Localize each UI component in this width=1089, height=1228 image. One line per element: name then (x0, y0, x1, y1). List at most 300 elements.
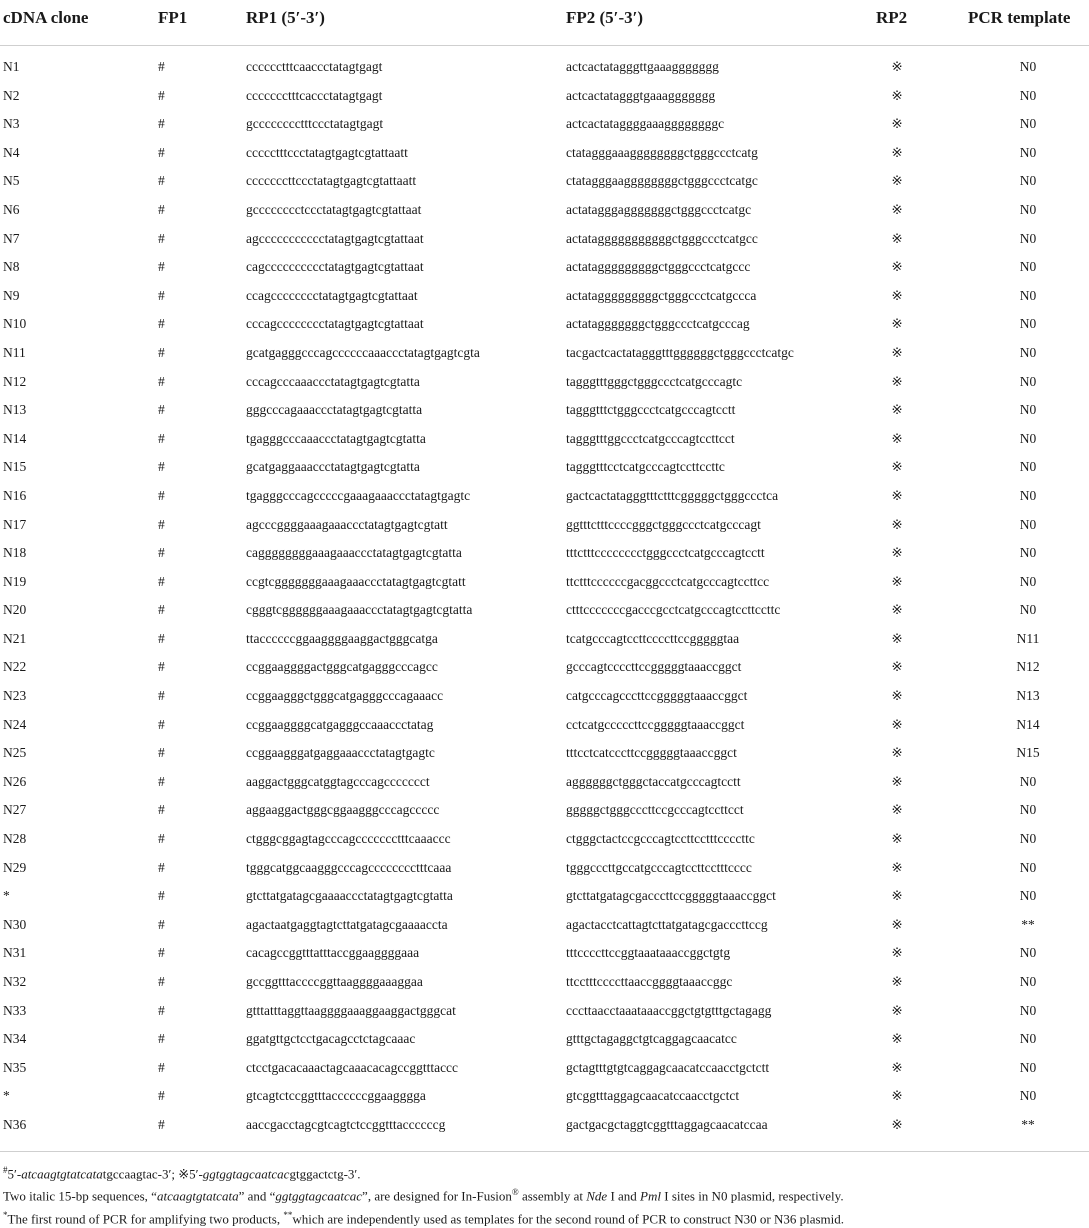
rp1-sequence-cell: caggggggggaaagaaaccctatagtgagtcgtatta (246, 545, 462, 561)
table-row (0, 455, 1089, 484)
rp1-sequence-cell: cccccctttcaaccctatagtgagt (246, 59, 383, 74)
fp2-sequence-cell: actcactataggggaaaggggggggc (566, 116, 725, 132)
fp2-sequence-cell: aggggggctgggctaccatgcccagtcctt (566, 773, 741, 789)
rp2-cell: ※ (891, 745, 903, 761)
pcr-template-cell: N0 (1019, 373, 1037, 389)
enzyme-pml: Pml (640, 1188, 661, 1204)
table-row (0, 284, 1089, 313)
table-row (0, 1056, 1089, 1085)
pcr-template-cell: N0 (1019, 974, 1037, 989)
rp2-cell: ※ (891, 888, 903, 904)
table-row (0, 370, 1089, 399)
registered-mark: ® (511, 1187, 519, 1198)
fp1-cell: # (158, 1116, 165, 1132)
header-fp2: FP2 (5′-3′) (566, 8, 644, 27)
fp1-cell: # (158, 716, 165, 732)
fp2-sequence-cell: ctatagggaaaggggggggctgggccctcatg (566, 144, 758, 160)
cdna-clone-cell: N2 (3, 87, 20, 103)
fp2-sequence-cell: tttctttcccccccctgggccctcatgcccagtcctt (566, 545, 765, 561)
fp2-sequence-cell: agactacctcattagtcttatgatagcgacccttccg (566, 916, 768, 932)
note-text: I and (607, 1188, 641, 1204)
note-text: assembly at (518, 1188, 587, 1204)
fp2-sequence-cell: actatagggggggggctgggccctcatgccc (566, 259, 751, 275)
footnote-infusion (3, 1183, 1083, 1205)
fp2-sequence-cell: tcatgcccagtccttccccttccgggggtaa (566, 630, 740, 646)
pcr-template-cell: N0 (1019, 773, 1037, 789)
rp2-cell: ※ (891, 173, 903, 189)
rp2-cell: ※ (891, 573, 903, 589)
cdna-clone-cell: N10 (3, 316, 27, 332)
pcr-template-cell: N0 (1019, 1088, 1037, 1104)
cdna-clone-cell: N5 (3, 173, 20, 189)
hash-mark: # (3, 1165, 8, 1175)
fp2-sequence-cell: gactcactatagggtttctttcgggggctgggccctca (566, 487, 779, 503)
pcr-template-cell: N0 (1019, 516, 1037, 532)
fp1-cell: # (158, 487, 165, 503)
table-header (0, 0, 1089, 46)
note-text: I sites in N0 plasmid, respectively. (661, 1188, 844, 1204)
cdna-clone-cell: N29 (3, 859, 27, 875)
fp2-sequence-cell: tagggtttctgggccctcatgcccagtcctt (566, 402, 736, 418)
rp2-suffix: gtggactctg-3′ (289, 1166, 358, 1182)
fp2-sequence-cell: tttccccttccggtaaataaaccggctgtg (566, 945, 731, 961)
rp2-cell: ※ (891, 230, 903, 246)
fp2-sequence-cell: gcccagtccccttccgggggtaaaccggct (566, 659, 742, 675)
rp1-sequence-cell: ccccccctttcaccctatagtgagt (246, 87, 383, 103)
table-row (0, 169, 1089, 198)
fp2-sequence-cell: gtcttatgatagcgacccttccgggggtaaaccggct (566, 888, 776, 904)
pcr-template-cell: N12 (1016, 659, 1040, 675)
table-row (0, 112, 1089, 141)
table-row (0, 627, 1089, 656)
rp1-sequence-cell: ctcctgacacaaactagcaaacacagccggtttaccc (246, 1059, 459, 1075)
pcr-template-cell: N0 (1019, 344, 1037, 360)
cdna-clone-cell: N22 (3, 659, 27, 675)
fp1-cell: # (158, 573, 165, 589)
pcr-template-cell: N0 (1019, 173, 1037, 189)
fp1-cell: # (158, 1031, 165, 1047)
pcr-template-cell: N0 (1019, 459, 1037, 475)
rp1-sequence-cell: gtttatttaggttaaggggaaaggaaggactgggcat (246, 1002, 456, 1018)
fp2-sequence-cell: gtttgctagaggctgtcaggagcaacatcc (566, 1031, 737, 1047)
rp2-cell: ※ (891, 116, 903, 132)
table-row (0, 541, 1089, 570)
rp2-cell: ※ (891, 1088, 903, 1104)
cdna-clone-cell: N19 (3, 573, 27, 589)
rp1-sequence-cell: ccggaagggatgaggaaaccctatagtgagtc (246, 745, 435, 761)
fp2-sequence-cell: tgggcccttgccatgcccagtccttcctttcccc (566, 859, 752, 875)
fp1-suffix: tgccaagtac-3′ (102, 1166, 172, 1182)
rp2-cell: ※ (891, 459, 903, 475)
rp2-cell: ※ (891, 659, 903, 675)
fp2-sequence-cell: ctttcccccccgacccgcctcatgcccagtccttccttc (566, 602, 781, 618)
rp1-sequence-cell: gggcccagaaaccctatagtgagtcgtatta (246, 402, 423, 418)
rp2-cell: ※ (891, 859, 903, 875)
cdna-clone-cell: * (3, 888, 10, 904)
fp2-sequence-cell: catgcccagcccttccgggggtaaaccggct (566, 688, 748, 704)
fp1-cell: # (158, 773, 165, 789)
rp2-cell: ※ (891, 688, 903, 704)
fp2-sequence-cell: ctgggctactccgcccagtccttcctttccccttc (566, 831, 755, 847)
pcr-template-cell: N0 (1019, 87, 1037, 103)
cdna-clone-cell: N8 (3, 259, 20, 275)
rp2-cell: ※ (891, 201, 903, 217)
table-row (0, 198, 1089, 227)
table-row (0, 941, 1089, 970)
pcr-template-cell: N0 (1019, 430, 1037, 446)
fp1-cell: # (158, 116, 165, 132)
rp2-cell: ※ (891, 630, 903, 646)
rp1-sequence-cell: agccccccccccctatagtgagtcgtattaat (246, 230, 424, 246)
table-row (0, 84, 1089, 113)
table-row (0, 884, 1089, 913)
rp1-sequence-cell: aaccgacctagcgtcagtctccggtttaccccccg (246, 1116, 446, 1132)
footnotes (3, 1161, 1083, 1228)
pcr-template-cell: N13 (1016, 688, 1040, 704)
pcr-template-cell: N11 (1016, 630, 1040, 646)
fp2-sequence-cell: cccttaacctaaataaaccggctgtgtttgctagagg (566, 1002, 772, 1018)
cdna-clone-cell: N7 (3, 230, 20, 246)
cdna-clone-cell: N1 (3, 59, 20, 74)
header-rp2: RP2 (876, 8, 908, 27)
fp1-cell: # (158, 802, 165, 818)
rp1-sequence-cell: agactaatgaggtagtcttatgatagcgaaaaccta (246, 916, 448, 932)
rp1-sequence-cell: gcccccccctttccctatagtgagt (246, 116, 384, 132)
fp2-sequence-cell: tagggtttggccctcatgcccagtccttcct (566, 430, 735, 446)
table-row (0, 798, 1089, 827)
pcr-template-cell: N0 (1019, 1059, 1037, 1075)
pcr-template-cell: N0 (1019, 945, 1037, 961)
rp1-sequence-cell: gcatgaggaaaccctatagtgagtcgtatta (246, 459, 420, 475)
cdna-clone-cell: N11 (3, 344, 26, 360)
rp1-sequence-cell: ggatgttgctcctgacagcctctagcaaac (246, 1031, 416, 1047)
rp1-sequence-cell: ccggaaggggactgggcatgagggcccagcc (246, 659, 438, 675)
pcr-template-cell: N0 (1019, 802, 1037, 818)
star-mark: * (3, 1209, 8, 1220)
table-row (0, 655, 1089, 684)
fp1-cell: # (158, 831, 165, 847)
cdna-clone-cell: N14 (3, 430, 27, 446)
cdna-clone-cell: N18 (3, 545, 27, 561)
cdna-clone-cell: N28 (3, 831, 27, 847)
fp1-cell: # (158, 630, 165, 646)
pcr-template-cell: N0 (1019, 259, 1037, 275)
fp1-cell: # (158, 144, 165, 160)
rp2-italic-seq: ggtggtagcaatcac (202, 1166, 290, 1182)
table-row (0, 513, 1089, 542)
table-row (0, 713, 1089, 742)
cdna-clone-cell: N32 (3, 974, 27, 989)
fp1-prefix: 5′- (7, 1166, 22, 1182)
pcr-template-cell: N0 (1019, 1002, 1037, 1018)
rp1-sequence-cell: gcccccccctccctatagtgagtcgtattaat (246, 201, 422, 217)
fp1-cell: # (158, 916, 165, 932)
table-row (0, 999, 1089, 1028)
table-row (0, 1084, 1089, 1113)
rp2-cell: ※ (891, 1059, 903, 1075)
fp2-sequence-cell: tacgactcactatagggtttggggggctgggccctcatgc (566, 344, 794, 360)
note-text: which are independently used as templates for the second round of PCR to construct N30 or N36 plasmid. (292, 1210, 845, 1226)
fp1-cell: # (158, 87, 165, 103)
cdna-clone-cell: N35 (3, 1059, 27, 1075)
fp1-cell: # (158, 1059, 165, 1075)
cdna-clone-cell: N16 (3, 487, 27, 503)
rp1-sequence-cell: ccggaaggggcatgagggccaaaccctatag (246, 716, 434, 732)
rp1-sequence-cell: tgagggcccagcccccgaaagaaaccctatagtgagtc (246, 487, 471, 503)
rp2-cell: ※ (891, 1031, 903, 1047)
note-text: ” and “ (238, 1188, 276, 1204)
header-pcr-template: PCR template (968, 8, 1071, 27)
cdna-clone-cell: N23 (3, 688, 27, 704)
table-row (0, 770, 1089, 799)
table-row (0, 55, 1089, 84)
table-row (0, 827, 1089, 856)
ref-mark: ※ (178, 1166, 190, 1182)
fp1-cell: # (158, 945, 165, 961)
rp2-cell: ※ (891, 945, 903, 961)
fp2-sequence-cell: ttctttccccccgacggccctcatgcccagtccttcc (566, 573, 770, 589)
rp1-sequence-cell: ctgggcggagtagcccagccccccctttcaaaccc (246, 831, 451, 847)
pcr-template-cell: N0 (1019, 287, 1037, 303)
fp1-cell: # (158, 888, 165, 904)
fp1-italic-seq: atcaagtgtatcata (21, 1166, 103, 1182)
table-row (0, 684, 1089, 713)
rp2-cell: ※ (891, 287, 903, 303)
rp1-sequence-cell: gtcagtctccggtttaccccccggaagggga (246, 1088, 426, 1104)
pcr-template-cell: N15 (1016, 745, 1040, 761)
header-cdna-clone: cDNA clone (3, 8, 89, 27)
fp2-sequence-cell: gggggctgggcccttccgcccagtccttcct (566, 802, 744, 818)
rp1-sequence-cell: gccggtttaccccggttaaggggaaaggaa (246, 974, 423, 989)
rp1-sequence-cell: cccccccttccctatagtgagtcgtattaatt (246, 173, 417, 189)
cdna-clone-cell: N21 (3, 630, 27, 646)
rp1-sequence-cell: ccagcccccccctatagtgagtcgtattaat (246, 287, 418, 303)
fp1-cell: # (158, 259, 165, 275)
rp2-cell: ※ (891, 831, 903, 847)
fp1-cell: # (158, 1088, 165, 1104)
double-star-mark: ** (283, 1209, 293, 1220)
footnote-pcr-rounds (3, 1206, 1083, 1228)
rp1-sequence-cell: ttaccccccggaaggggaaggactgggcatga (246, 630, 438, 646)
table-body (0, 55, 1089, 1142)
fp2-sequence-cell: gctagtttgtgtcaggagcaacatccaacctgctctt (566, 1059, 770, 1075)
rp2-cell: ※ (891, 430, 903, 446)
rp2-cell: ※ (891, 144, 903, 160)
fp2-sequence-cell: actatagggagggggggctgggccctcatgc (566, 201, 752, 217)
rp2-cell: ※ (891, 259, 903, 275)
rp1-sequence-cell: cccagcccccccctatagtgagtcgtattaat (246, 316, 424, 332)
fp2-sequence-cell: actatagggggggctgggccctcatgcccag (566, 316, 750, 332)
rp2-cell: ※ (891, 487, 903, 503)
rp1-sequence-cell: cagcccccccccctatagtgagtcgtattaat (246, 259, 424, 275)
rp1-sequence-cell: agcccggggaaagaaaccctatagtgagtcgtatt (246, 516, 448, 532)
fp1-cell: # (158, 516, 165, 532)
fp2-sequence-cell: cctcatgcccccttccgggggtaaaccggct (566, 716, 745, 732)
pcr-template-cell: N0 (1019, 487, 1037, 503)
rp2-cell: ※ (891, 373, 903, 389)
pcr-template-cell: N0 (1019, 602, 1037, 618)
rp1-sequence-cell: aaggactgggcatggtagcccagccccccct (246, 773, 430, 789)
fp2-sequence-cell: ctatagggaaggggggggctgggccctcatgc (566, 173, 758, 189)
fp2-sequence-cell: ttcctttccccttaaccggggtaaaccggc (566, 974, 733, 989)
note-italic-seq-1: atcaagtgtatcata (156, 1188, 239, 1204)
cdna-clone-cell: N27 (3, 802, 27, 818)
table-row (0, 598, 1089, 627)
fp1-cell: # (158, 545, 165, 561)
fp2-sequence-cell: tagggtttcctcatgcccagtccttccttc (566, 459, 725, 475)
pcr-template-cell: ** (1021, 916, 1035, 932)
pcr-template-cell: N0 (1019, 116, 1037, 132)
table-row (0, 141, 1089, 170)
fp2-sequence-cell: tttcctcatcccttccgggggtaaaccggct (566, 745, 737, 761)
fp2-sequence-cell: tagggtttgggctgggccctcatgcccagtc (566, 373, 743, 389)
rp2-cell: ※ (891, 545, 903, 561)
cdna-clone-cell: N33 (3, 1002, 27, 1018)
cdna-clone-cell: N3 (3, 116, 20, 132)
table-row (0, 970, 1089, 999)
period: . (357, 1166, 361, 1182)
cdna-clone-cell: N31 (3, 945, 27, 961)
pcr-template-cell: N0 (1019, 859, 1037, 875)
footnote-primers (3, 1161, 1083, 1183)
note-italic-seq-2: ggtggtagcaatcac (275, 1188, 363, 1204)
fp1-cell: # (158, 230, 165, 246)
note-text: ”, are designed for In-Fusion (362, 1188, 512, 1204)
cdna-clone-cell: N26 (3, 773, 27, 789)
fp1-cell: # (158, 201, 165, 217)
fp1-cell: # (158, 745, 165, 761)
rp1-sequence-cell: cacagccggtttatttaccggaaggggaaa (246, 945, 420, 961)
table-row (0, 741, 1089, 770)
table-row (0, 227, 1089, 256)
rp1-sequence-cell: gcatgagggcccagccccccaaaccctatagtgagtcgta (246, 344, 480, 360)
fp1-cell: # (158, 602, 165, 618)
cdna-clone-cell: N25 (3, 745, 27, 761)
table-row (0, 570, 1089, 599)
fp1-cell: # (158, 316, 165, 332)
rp2-cell: ※ (891, 1116, 903, 1132)
fp1-cell: # (158, 344, 165, 360)
rp2-cell: ※ (891, 1002, 903, 1018)
fp1-cell: # (158, 287, 165, 303)
cdna-clone-cell: N15 (3, 459, 27, 475)
table-row (0, 856, 1089, 885)
fp2-sequence-cell: gtcggtttaggagcaacatccaacctgctct (566, 1088, 740, 1104)
pcr-template-cell: N0 (1019, 144, 1037, 160)
rp2-cell: ※ (891, 602, 903, 618)
table-row (0, 427, 1089, 456)
fp1-cell: # (158, 859, 165, 875)
fp1-cell: # (158, 459, 165, 475)
rp1-sequence-cell: aggaaggactgggcggaagggcccagccccc (246, 802, 440, 818)
pcr-template-cell: N0 (1019, 831, 1037, 847)
table-row (0, 398, 1089, 427)
pcr-template-cell: N0 (1019, 316, 1037, 332)
table-row (0, 1027, 1089, 1056)
cdna-clone-cell: N6 (3, 201, 20, 217)
table-row (0, 1113, 1089, 1142)
fp2-sequence-cell: actatagggggggggctgggccctcatgccca (566, 287, 757, 303)
pcr-template-cell: N0 (1019, 545, 1037, 561)
cdna-clone-cell: N36 (3, 1116, 27, 1132)
rp2-cell: ※ (891, 87, 903, 103)
pcr-template-cell: N0 (1019, 402, 1037, 418)
pcr-template-cell: ** (1021, 1116, 1035, 1132)
note-text: Two italic 15-bp sequences, “ (3, 1188, 157, 1204)
fp1-cell: # (158, 59, 165, 74)
fp2-sequence-cell: gactgacgctaggtcggtttaggagcaacatccaa (566, 1116, 768, 1132)
table-row (0, 312, 1089, 341)
fp2-sequence-cell: actcactatagggttgaaaggggggg (566, 59, 719, 74)
cdna-clone-cell: N30 (3, 916, 27, 932)
rp2-cell: ※ (891, 402, 903, 418)
cdna-clone-cell: N34 (3, 1031, 27, 1047)
rp1-sequence-cell: tgggcatggcaagggcccagcccccccctttcaaa (246, 859, 452, 875)
rp2-cell: ※ (891, 344, 903, 360)
cdna-clone-cell: * (3, 1088, 10, 1104)
rp2-cell: ※ (891, 516, 903, 532)
rp2-cell: ※ (891, 773, 903, 789)
fp1-cell: # (158, 974, 165, 989)
table-row (0, 913, 1089, 942)
rp2-cell: ※ (891, 802, 903, 818)
rp2-cell: ※ (891, 716, 903, 732)
cdna-clone-cell: N4 (3, 144, 20, 160)
separator: ; (171, 1166, 179, 1182)
rp2-cell: ※ (891, 974, 903, 989)
note-text: The first round of PCR for amplifying two products, (7, 1210, 284, 1226)
pcr-template-cell: N0 (1019, 59, 1037, 74)
rp1-sequence-cell: gtcttatgatagcgaaaaccctatagtgagtcgtatta (246, 888, 453, 904)
fp1-cell: # (158, 430, 165, 446)
cdna-clone-cell: N12 (3, 373, 27, 389)
pcr-template-cell: N0 (1019, 573, 1037, 589)
pcr-template-cell: N14 (1016, 716, 1040, 732)
fp1-cell: # (158, 688, 165, 704)
fp1-cell: # (158, 659, 165, 675)
header-rp1: RP1 (5′-3′) (246, 8, 325, 27)
table-row (0, 341, 1089, 370)
enzyme-nde: Nde (586, 1188, 608, 1204)
rp2-cell: ※ (891, 916, 903, 932)
cdna-clone-cell: N17 (3, 516, 27, 532)
fp1-cell: # (158, 173, 165, 189)
rp1-sequence-cell: ccgtcgggggggaaagaaaccctatagtgagtcgtatt (246, 573, 466, 589)
pcr-template-cell: N0 (1019, 230, 1037, 246)
rp2-prefix: 5′- (189, 1166, 203, 1182)
table-row (0, 255, 1089, 284)
rp2-cell: ※ (891, 59, 903, 74)
rp2-cell: ※ (891, 316, 903, 332)
cdna-clone-cell: N20 (3, 602, 27, 618)
pcr-template-cell: N0 (1019, 1031, 1037, 1047)
cdna-clone-cell: N13 (3, 402, 27, 418)
rp1-sequence-cell: cgggtcggggggaaagaaaccctatagtgagtcgtatta (246, 602, 473, 618)
fp1-cell: # (158, 1002, 165, 1018)
rp1-sequence-cell: tgagggcccaaaccctatagtgagtcgtatta (246, 430, 426, 446)
rp1-sequence-cell: ccggaagggctgggcatgagggcccagaaacc (246, 688, 444, 704)
pcr-template-cell: N0 (1019, 888, 1037, 904)
pcr-template-cell: N0 (1019, 201, 1037, 217)
fp1-cell: # (158, 402, 165, 418)
table-bottom-rule (0, 1151, 1089, 1152)
rp1-sequence-cell: cccagcccaaaccctatagtgagtcgtatta (246, 373, 420, 389)
fp1-cell: # (158, 373, 165, 389)
cdna-clone-cell: N9 (3, 287, 20, 303)
fp2-sequence-cell: actcactatagggtgaaaggggggg (566, 87, 716, 103)
header-fp1: FP1 (158, 8, 188, 27)
fp2-sequence-cell: ggtttctttccccgggctgggccctcatgcccagt (566, 516, 761, 532)
